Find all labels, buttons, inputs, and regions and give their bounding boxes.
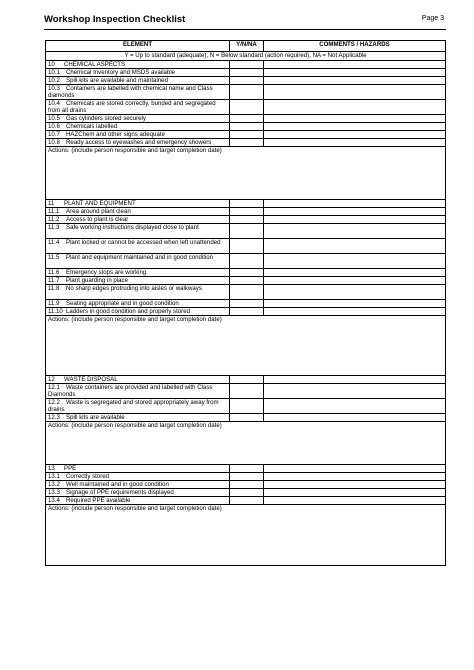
item-text: Chemical Inventory and MSDS available — [66, 69, 176, 76]
comments-cell[interactable] — [264, 481, 446, 489]
checklist-item — [46, 85, 230, 100]
checklist-item — [46, 497, 230, 505]
comments-cell[interactable] — [264, 224, 446, 239]
checklist-item — [46, 69, 230, 77]
comments-cell[interactable] — [264, 269, 446, 277]
sections-body — [46, 61, 446, 566]
section-ynna-cell[interactable] — [230, 200, 264, 208]
comments-cell[interactable] — [264, 497, 446, 505]
ynna-cell[interactable] — [230, 208, 264, 216]
actions-label: Actions: (include person responsible and target completion date) — [48, 147, 222, 154]
actions-field[interactable] — [46, 147, 446, 200]
ynna-cell[interactable] — [230, 399, 264, 414]
section-number: 10 — [48, 61, 55, 68]
item-number: 11.10 — [48, 308, 63, 315]
item-text: HAZChem and other signs adequate — [66, 131, 165, 138]
checklist-item — [46, 489, 230, 497]
ynna-cell[interactable] — [230, 481, 264, 489]
checklist-item — [46, 285, 230, 300]
comments-cell[interactable] — [264, 414, 446, 422]
actions-row — [46, 147, 446, 200]
checklist-item-row — [46, 123, 446, 131]
legend-row — [46, 52, 446, 61]
checklist-item-row — [46, 85, 446, 100]
item-number: 11.5 — [48, 254, 60, 261]
checklist-item — [46, 131, 230, 139]
ynna-cell[interactable] — [230, 224, 264, 239]
checklist-item — [46, 77, 230, 85]
checklist-item-row — [46, 69, 446, 77]
section-ynna-cell[interactable] — [230, 376, 264, 384]
ynna-cell[interactable] — [230, 131, 264, 139]
section-heading-row — [46, 465, 446, 473]
item-number: 11.4 — [48, 239, 60, 246]
checklist-item-row — [46, 285, 446, 300]
checklist-item — [46, 399, 230, 414]
section-title: CHEMICAL ASPECTS — [64, 61, 126, 68]
checklist-item — [46, 269, 230, 277]
checklist-item-row — [46, 497, 446, 505]
section-number: 11 — [48, 200, 55, 207]
checklist-item — [46, 473, 230, 481]
comments-cell[interactable] — [264, 123, 446, 131]
checklist-item-row — [46, 300, 446, 308]
checklist-item-row — [46, 384, 446, 399]
item-text: Gas cylinders stored securely — [66, 115, 146, 122]
checklist-item-row — [46, 473, 446, 481]
item-text: Chemicals are stored correctly, bunded and segregated from all drains — [48, 100, 216, 114]
comments-cell[interactable] — [264, 399, 446, 414]
checklist-item — [46, 100, 230, 115]
ynna-cell[interactable] — [230, 300, 264, 308]
checklist-item — [46, 208, 230, 216]
item-text: Correctly stored — [66, 473, 110, 480]
section-heading-row — [46, 376, 446, 384]
legend-text: Y = Up to standard (adequate), N = Below standard (action required), NA = Not Applicable — [46, 52, 446, 61]
ynna-cell[interactable] — [230, 69, 264, 77]
checklist-item-row — [46, 139, 446, 147]
comments-cell[interactable] — [264, 300, 446, 308]
item-text: Waste containers are provided and labelled with Class Diamonds — [48, 384, 213, 398]
item-text: Plant and equipment maintained and in good condition — [66, 254, 214, 261]
item-number: 10.5 — [48, 115, 60, 122]
checklist-item — [46, 308, 230, 316]
item-text: Safe working instructions displayed close to plant — [66, 224, 199, 231]
ynna-cell[interactable] — [230, 497, 264, 505]
item-number: 11.7 — [48, 277, 60, 284]
item-text: Emergency stops are working — [66, 269, 147, 276]
item-text: Well maintained and in good condition — [66, 481, 169, 488]
checklist-item — [46, 300, 230, 308]
ynna-cell[interactable] — [230, 139, 264, 147]
checklist-item-row — [46, 208, 446, 216]
ynna-cell[interactable] — [230, 100, 264, 115]
item-number: 11.9 — [48, 300, 60, 307]
actions-field[interactable] — [46, 316, 446, 376]
comments-cell[interactable] — [264, 277, 446, 285]
item-number: 10.1 — [48, 69, 60, 76]
item-number: 11.1 — [48, 208, 60, 215]
section-heading-row — [46, 200, 446, 208]
item-number: 13.4 — [48, 497, 60, 504]
column-header-row — [46, 41, 446, 52]
actions-label: Actions: (include person responsible and target completion date) — [48, 505, 222, 512]
item-text: Signage of PPE requirements displayed — [66, 489, 174, 496]
item-text: Plant guarding in place — [66, 277, 128, 284]
comments-cell[interactable] — [264, 139, 446, 147]
checklist-item-row — [46, 77, 446, 85]
checklist-item — [46, 224, 230, 239]
section-comments-cell[interactable] — [264, 61, 446, 69]
item-number: 13.1 — [48, 473, 60, 480]
ynna-cell[interactable] — [230, 285, 264, 300]
item-text: Containers are labelled with chemical name and Class diamonds — [48, 85, 213, 99]
ynna-cell[interactable] — [230, 216, 264, 224]
checklist-item-row — [46, 277, 446, 285]
item-text: Spill kits are available and maintained — [66, 77, 168, 84]
section-heading — [46, 376, 230, 384]
checklist-item — [46, 384, 230, 399]
item-text: Spill kits are available — [66, 414, 125, 421]
item-number: 10.3 — [48, 85, 60, 92]
inspection-table — [45, 40, 446, 566]
section-heading — [46, 465, 230, 473]
checklist-item — [46, 481, 230, 489]
ynna-cell[interactable] — [230, 414, 264, 422]
actions-field[interactable] — [46, 422, 446, 465]
item-text: Waste is segregated and stored appropriately away from drains — [48, 399, 219, 413]
checklist-item — [46, 277, 230, 285]
checklist-item — [46, 139, 230, 147]
checklist-item — [46, 216, 230, 224]
checklist-item-row — [46, 481, 446, 489]
comments-cell[interactable] — [264, 285, 446, 300]
checklist-item-row — [46, 131, 446, 139]
checklist-item-row — [46, 308, 446, 316]
actions-row — [46, 505, 446, 566]
item-number: 10.4 — [48, 100, 60, 107]
checklist-item-row — [46, 115, 446, 123]
item-text: Plant locked or cannot be accessed when left unattended — [66, 239, 221, 246]
item-text: Access to plant is clear — [66, 216, 129, 223]
item-text: Chemicals labelled — [66, 123, 118, 130]
item-number: 12.1 — [48, 384, 60, 391]
comments-cell[interactable] — [264, 131, 446, 139]
checklist-item-row — [46, 239, 446, 254]
checklist-item — [46, 254, 230, 269]
comments-cell[interactable] — [264, 115, 446, 123]
item-number: 11.3 — [48, 224, 60, 231]
actions-field[interactable] — [46, 505, 446, 566]
document-title: Workshop Inspection Checklist — [44, 14, 186, 25]
comments-cell[interactable] — [264, 473, 446, 481]
item-number: 12.3 — [48, 414, 60, 421]
ynna-cell[interactable] — [230, 489, 264, 497]
item-number: 13.3 — [48, 489, 60, 496]
comments-cell[interactable] — [264, 254, 446, 269]
actions-label: Actions: (include person responsible and target completion date) — [48, 422, 222, 429]
checklist-item-row — [46, 399, 446, 414]
checklist-item-row — [46, 254, 446, 269]
section-number: 12 — [48, 376, 55, 383]
section-comments-cell[interactable] — [264, 200, 446, 208]
comments-cell[interactable] — [264, 308, 446, 316]
comments-cell[interactable] — [264, 69, 446, 77]
header-rule — [44, 29, 446, 30]
item-number: 12.2 — [48, 399, 60, 406]
item-number: 10.7 — [48, 131, 60, 138]
column-header-comments: COMMENTS / HAZARDS — [264, 41, 446, 52]
comments-cell[interactable] — [264, 100, 446, 115]
item-text: No sharp edges protruding into aisles or walkways — [66, 285, 202, 292]
item-text: Ladders in good condition and properly stored — [66, 308, 190, 315]
checklist-item-row — [46, 216, 446, 224]
checklist-item-row — [46, 269, 446, 277]
ynna-cell[interactable] — [230, 277, 264, 285]
column-header-element: ELEMENT — [46, 41, 230, 52]
item-text: Required PPE available — [66, 497, 131, 504]
actions-row — [46, 422, 446, 465]
section-title: PLANT AND EQUIPMENT — [64, 200, 136, 207]
checklist-item-row — [46, 100, 446, 115]
ynna-cell[interactable] — [230, 239, 264, 254]
comments-cell[interactable] — [264, 489, 446, 497]
ynna-cell[interactable] — [230, 254, 264, 269]
section-number: 13 — [48, 465, 55, 472]
section-heading — [46, 200, 230, 208]
section-title: PPE — [64, 465, 77, 472]
comments-cell[interactable] — [264, 384, 446, 399]
comments-cell[interactable] — [264, 85, 446, 100]
checklist-item-row — [46, 489, 446, 497]
checklist-item-row — [46, 414, 446, 422]
item-number: 13.2 — [48, 481, 60, 488]
ynna-cell[interactable] — [230, 308, 264, 316]
checklist-item — [46, 239, 230, 254]
item-number: 11.2 — [48, 216, 60, 223]
ynna-cell[interactable] — [230, 85, 264, 100]
section-heading-row — [46, 61, 446, 69]
section-comments-cell[interactable] — [264, 376, 446, 384]
section-title: WASTE DISPOSAL — [64, 376, 118, 383]
checklist-item-row — [46, 224, 446, 239]
item-text: Ready access to eyewashes and emergency showers — [66, 139, 212, 146]
ynna-cell[interactable] — [230, 269, 264, 277]
checklist-item — [46, 414, 230, 422]
comments-cell[interactable] — [264, 208, 446, 216]
ynna-cell[interactable] — [230, 384, 264, 399]
item-text: Seating appropriate and in good condition — [66, 300, 179, 307]
checklist-item — [46, 115, 230, 123]
item-number: 10.8 — [48, 139, 60, 146]
page-number: Page 3 — [421, 15, 444, 22]
section-comments-cell[interactable] — [264, 465, 446, 473]
ynna-cell[interactable] — [230, 123, 264, 131]
item-number: 10.6 — [48, 123, 60, 130]
actions-row — [46, 316, 446, 376]
checklist-item — [46, 123, 230, 131]
item-number: 11.8 — [48, 285, 60, 292]
comments-cell[interactable] — [264, 216, 446, 224]
ynna-cell[interactable] — [230, 77, 264, 85]
section-heading — [46, 61, 230, 69]
comments-cell[interactable] — [264, 239, 446, 254]
item-text: Area around plant clean — [66, 208, 131, 215]
section-ynna-cell[interactable] — [230, 61, 264, 69]
ynna-cell[interactable] — [230, 115, 264, 123]
actions-label: Actions: (include person responsible and target completion date) — [48, 316, 222, 323]
item-number: 10.2 — [48, 77, 60, 84]
section-ynna-cell[interactable] — [230, 465, 264, 473]
ynna-cell[interactable] — [230, 473, 264, 481]
item-number: 11.6 — [48, 269, 60, 276]
comments-cell[interactable] — [264, 77, 446, 85]
column-header-ynna: Y/N/NA — [230, 41, 264, 52]
